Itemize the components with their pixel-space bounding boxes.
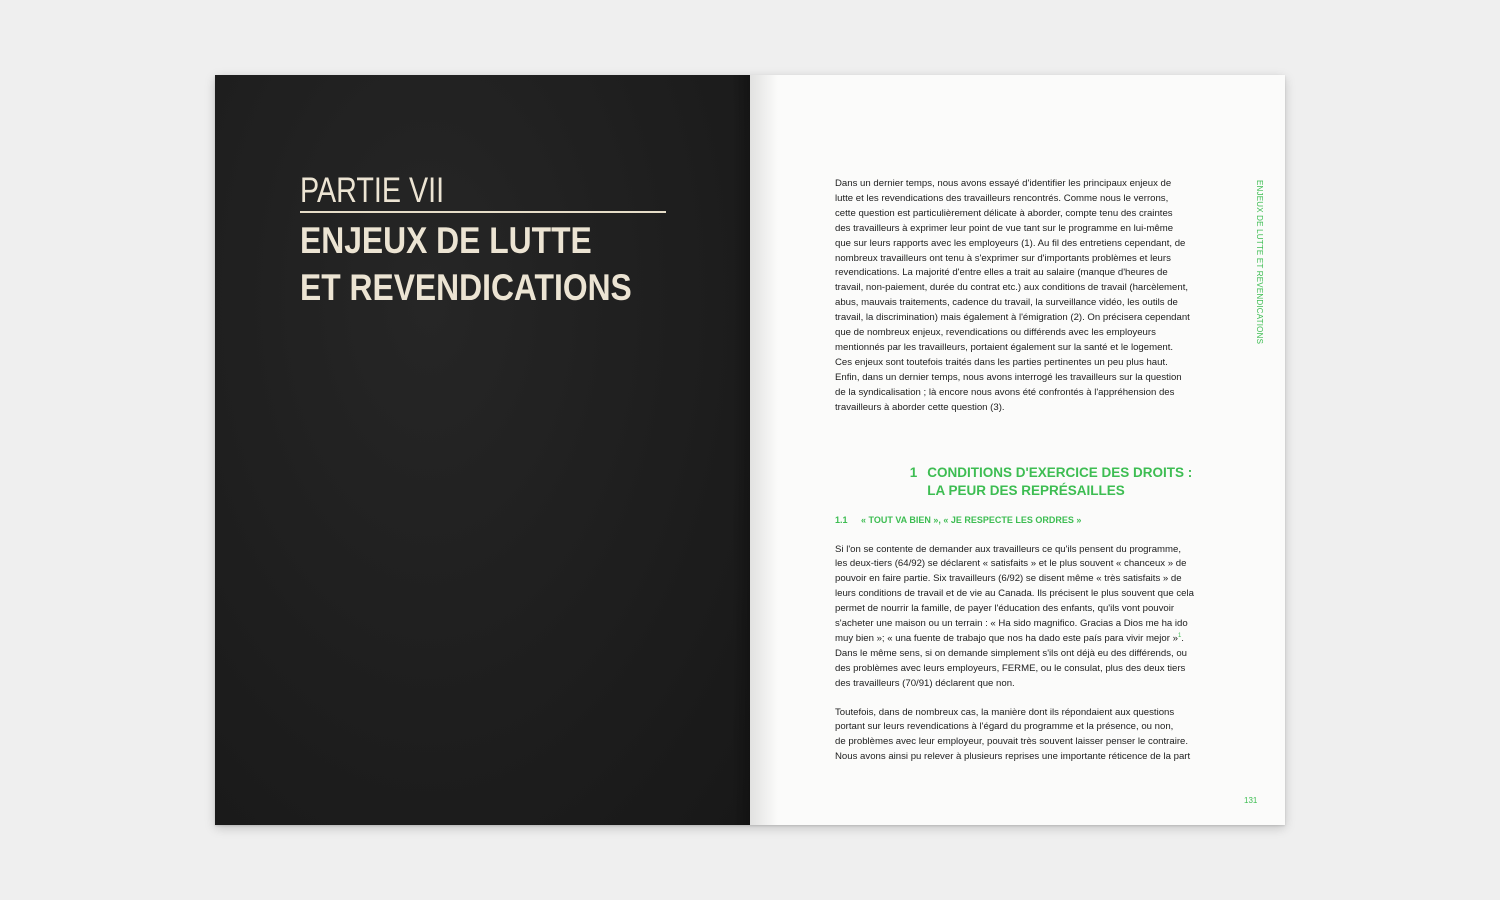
section-heading: [895, 464, 1207, 500]
title-rule: [300, 211, 666, 213]
subsection-number: 1.1: [835, 514, 848, 525]
text-line: travail, non-paiement, durée du contrat etc.) aux conditions de travail (harcèlement,: [835, 282, 1189, 294]
running-head: ENJEUX DE LUTTE ET REVENDICATIONS: [1255, 180, 1264, 345]
text-line: abus, mauvais traitements, cadence du travail, la surveillance vidéo, les outils de: [835, 297, 1178, 309]
text-line: travailleurs à aborder cette question (3).: [835, 401, 1005, 413]
spacer: [835, 692, 1207, 706]
text-line: leurs conditions de travail et de vie au Canada. Ils précisent le plus souvent que cela: [835, 588, 1194, 600]
text-line: s'acheter une maison ou un terrain : « Ha sido magnifico. Gracias a Dios me ha ido: [835, 618, 1188, 630]
gutter-shade: [750, 75, 778, 825]
book-spread: [215, 75, 1285, 825]
spacer: [835, 500, 1207, 514]
section-title-line: LA PEUR DES REPRÉSAILLES: [927, 482, 1125, 498]
text-line: des problèmes avec leurs employeurs, FERME, ou le consulat, plus des deux tiers: [835, 662, 1186, 674]
part-title-line: ENJEUX DE LUTTE: [300, 220, 592, 261]
part-label: PARTIE VII: [300, 171, 445, 210]
text-line: [835, 632, 1207, 647]
text-line: Toutefois, dans de nombreux cas, la manière dont ils répondaient aux questions: [835, 706, 1175, 718]
right-page: [750, 75, 1285, 825]
text-line: cette question est particulièrement délicate à aborder, compte tenu des craintes: [835, 207, 1173, 219]
text-line: mentionnés par les travailleurs, portaient également sur la santé et le logement.: [835, 341, 1174, 353]
paragraph: [835, 543, 1207, 692]
text-fragment: muy bien »; « una fuente de trabajo que nos ha dado este país para vivir mejor »: [835, 632, 1178, 644]
spacer: [835, 526, 1207, 543]
body-column: [835, 177, 1207, 765]
spine-shadow: [732, 75, 750, 825]
text-line: de problèmes avec leur employeur, pouvait très souvent laisser penser le contraire.: [835, 736, 1189, 748]
text-line: nombreux travailleurs ont tenu à s'exprimer sur d'importants problèmes et leurs: [835, 252, 1171, 264]
subsection-title: « TOUT VA BIEN », « JE RESPECTE LES ORDRES »: [861, 514, 1082, 525]
text-line: des travailleurs à exprimer leur point de vue tant sur le programme en lui-même: [835, 222, 1174, 234]
text-line: de la syndicalisation ; là encore nous avons été confrontés à l'appréhension des: [835, 386, 1175, 398]
text-line: permet de nourrir la famille, de payer l'éducation des enfants, qu'ils vont pouvoir: [835, 603, 1175, 615]
text-line: Si l'on se contente de demander aux travailleurs ce qu'ils pensent du programme,: [835, 543, 1182, 555]
text-line: revendications. La majorité d'entre elles a trait au salaire (manque d'heures de: [835, 267, 1168, 279]
spacer: [835, 416, 1207, 464]
text-line: portant sur leurs revendications à l'égard du programme et la présence, ou non,: [835, 721, 1174, 733]
text-line: des travailleurs (70/91) déclarent que non.: [835, 677, 1015, 689]
text-line: pouvoir en faire partie. Six travailleurs (6/92) se disent même « très satisfaits » de: [835, 573, 1182, 585]
text-line: Dans le même sens, si on demande simplement s'ils ont déjà eu des différends, ou: [835, 647, 1188, 659]
section-number: 1: [909, 464, 918, 480]
text-line: travail, la discrimination) mais également à l'émigration (2). On précisera cependant: [835, 312, 1190, 324]
part-title: [300, 217, 632, 311]
paragraph: [835, 706, 1207, 766]
text-line: les deux-tiers (64/92) se déclarent « satisfaits » et le plus souvent « chanceux » de: [835, 558, 1187, 570]
text-line: lutte et les revendications des travailleurs rencontrés. Comme nous le verrons,: [835, 192, 1169, 204]
part-title-line: ET REVENDICATIONS: [300, 267, 632, 308]
subsection-heading: [835, 514, 1207, 526]
left-page: [215, 75, 750, 825]
intro-paragraph: [835, 177, 1207, 416]
text-line: que de nombreux enjeux, revendications ou différends avec les employeurs: [835, 327, 1156, 339]
text-line: Dans un dernier temps, nous avons essayé d'identifier les principaux enjeux de: [835, 178, 1172, 189]
footnote-ref[interactable]: 1: [1177, 632, 1182, 639]
text-line: Nous avons ainsi pu relever à plusieurs reprises une importante réticence de la part: [835, 751, 1191, 763]
section-title: [927, 464, 1192, 500]
text-fragment: .: [1181, 632, 1184, 644]
page-number: 131: [1244, 796, 1258, 805]
text-line: Ces enjeux sont toutefois traités dans les parties pertinentes un peu plus haut.: [835, 356, 1168, 368]
section-title-line: CONDITIONS D'EXERCICE DES DROITS :: [927, 464, 1193, 480]
text-line: Enfin, dans un dernier temps, nous avons interrogé les travailleurs sur la question: [835, 371, 1182, 383]
text-line: que sur leurs rapports avec les employeurs (1). Au fil des entretiens cependant, de: [835, 237, 1186, 249]
